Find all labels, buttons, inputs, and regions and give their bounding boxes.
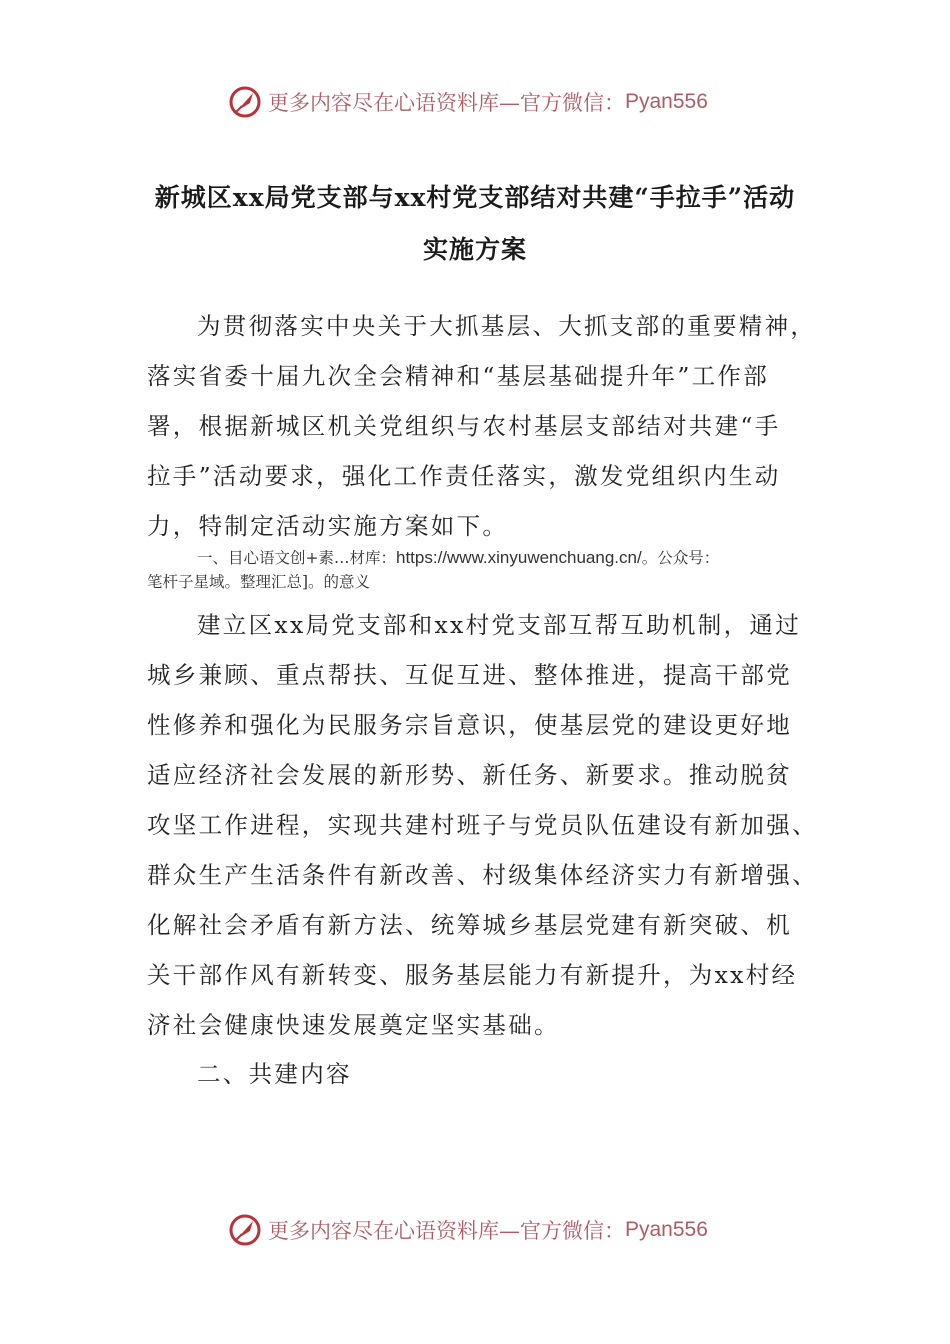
- document-title-line-2: 实施方案: [422, 235, 527, 264]
- section1-line: 关干部作风有新转变、服务基层能力有新提升，为xx村经: [147, 961, 798, 989]
- intro-line: 为贯彻落实中央关于大抓基层、大抓支部的重要精神，: [197, 312, 817, 340]
- banner-text: 更多内容尽在心语资料库—官方微信：: [268, 1219, 625, 1243]
- intro-line: 拉手”活动要求，强化工作责任落实，激发党组织内生动: [147, 462, 781, 490]
- section1-line: 济社会健康快速发展奠定坚实基础。: [147, 1011, 560, 1039]
- footer-banner: [228, 1210, 708, 1250]
- banner-text: 更多内容尽在心语资料库—官方微信：: [268, 91, 625, 115]
- section1-heading-text: 。公众号：: [641, 549, 720, 567]
- intro-line: 力，特制定活动实施方案如下。: [147, 512, 509, 540]
- intro-line: 落实省委十届九次全会精神和“基层基础提升年”工作部: [147, 362, 770, 390]
- banner-wechat-id: Pyan556: [625, 90, 708, 113]
- section1-line: 城乡兼顾、重点帮扶、互促互进、整体推进，提高干部党: [147, 661, 792, 689]
- section1-heading-url: https://www.xinyuwenchuang.cn/: [396, 548, 642, 567]
- banner-wechat-id: Pyan556: [625, 1218, 708, 1241]
- quill-logo-icon: [228, 1213, 262, 1247]
- section1-heading-cont: 笔杆子星域。整理汇总]。的意义: [147, 573, 371, 591]
- section1-line: 建立区xx局党支部和xx村党支部互帮互助机制，通过: [197, 611, 802, 639]
- section1-line: 攻坚工作进程，实现共建村班子与党员队伍建设有新加强、: [147, 811, 818, 839]
- document-title-line-1: 新城区xx局党支部与xx村党支部结对共建“手拉手”活动: [154, 183, 796, 212]
- section1-line: 适应经济社会发展的新形势、新任务、新要求。推动脱贫: [147, 761, 792, 789]
- section1-heading-text: 一、目心语文创+素…材库：: [197, 549, 396, 567]
- section1-line: 群众生产生活条件有新改善、村级集体经济实力有新增强、: [147, 861, 818, 889]
- section2-heading: 二、共建内容: [197, 1060, 352, 1088]
- section1-line: 性修养和强化为民服务宗旨意识，使基层党的建设更好地: [147, 711, 792, 739]
- header-banner: [228, 82, 708, 122]
- quill-logo-icon: [228, 85, 262, 119]
- intro-line: 署，根据新城区机关党组织与农村基层支部结对共建“手: [147, 412, 781, 440]
- section1-line: 化解社会矛盾有新方法、统筹城乡基层党建有新突破、机: [147, 911, 792, 939]
- section1-heading: [197, 546, 719, 568]
